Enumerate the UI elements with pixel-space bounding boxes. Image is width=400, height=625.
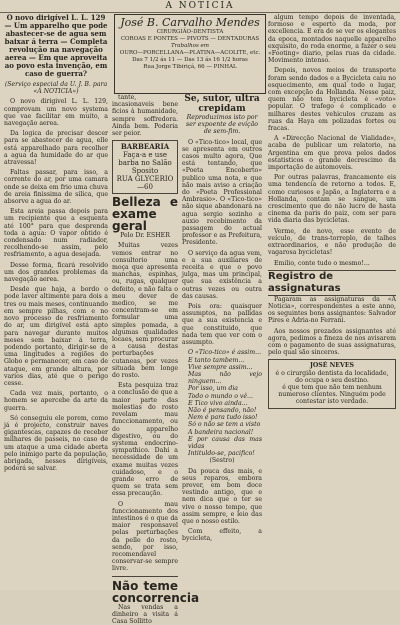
paragraph: Emilio, conte tudo o mesmo!... [274, 259, 370, 267]
ad-hours: Das 7 1/2 ás 11 — Das 13 ás 16 1/2 horas [132, 57, 248, 63]
verse-line: Nem é para tudo isso! [188, 414, 258, 422]
headline-sutor: Se, sutor, ultra crepidam [184, 94, 260, 114]
paragraph: Cada vez mais, portanto, o homem se apercebe da arte da guerra. [4, 390, 108, 412]
paragraph: Nas vendas a dinheiro a visita á Casa Sollitto [112, 603, 178, 625]
paragraph: Depois, novos meios de transporte foram sendo dados e a Bycicleta caiu no esquecimento, em qual todo o lugar, com excepção da Hollanda. Nesse paiz, quem não tem bycicleta é «voto» popular. O trafego é complicado e milhares destes vehiculos cruzam as ruas da Haya em polizadas fortes ou fracas. [268, 67, 396, 133]
ad-sub: Trabalhos em [170, 43, 210, 49]
paragraph: Da logica de precisar descer para se abastecer de agua, elle está apparelhado para recolher a agua da humidade do ar que atravessa! [4, 130, 108, 167]
column-4 [268, 14, 396, 588]
verse-line: Todo o mundo o vê... [188, 392, 253, 400]
column-3 [182, 94, 262, 588]
barb-title: BARBEARIA [120, 142, 170, 152]
jose-neves-box [268, 359, 396, 408]
verse-block [182, 349, 262, 457]
verse-line: Mas não vejo ninguem... [188, 370, 262, 386]
paragraph: Por outras palavras, francamente eis uma tendencia de retorno a todos. E, como curiosos e Japão, a Inglaterra e a Hollanda, contam se sangue, um crescimento que do não lucro de hasta cinema da paris do paiz, com ser para vida diaria das bycicletas. [268, 174, 396, 225]
verse-line: Vive sempre assim... [188, 363, 253, 371]
article-note: (Serviço especial da U. J. B. para «A NOTICIA») [4, 81, 108, 96]
paragraph: Muitas vezes vemos entrar no consultorio uma moça que apresenta manchas, espinhas, ou, rugas, qualquer defeito, e não falta o meu dever de medico, se me concentram-se em formular uma simples pomada, a algumas qualidades locaes, sem procurar a causa destas perturbações cutaneas, por vezes situada bem longe do rosto. [112, 242, 178, 380]
verse-line: E tanto tambem... [188, 356, 245, 364]
verse-line: E Tico vivo ainda... [188, 399, 248, 407]
ad-name: José B. Carvalho Mendes [120, 16, 260, 29]
paragraph: O serviço da agua vem, e a sua auxiliares de receita e que o povo julga, mas um principal, que sua existência a outras vezes ou outra das causas. [182, 249, 262, 300]
paragraph: Só conseguiu ele porem, como já é projecto, construir naves gigantescas, capazes de receber milhares de passeis, no caso de um ataque a uma cidade aberta pelo inimigo parte da população, abrigada, nesses dirigíveis, poderá se salvar. [4, 414, 108, 473]
paragraph: Desse forma, ficará resolvido um dos grandes problemas da navegação aerea. [4, 261, 108, 284]
headline-concorrencia: Não teme concorrencia [112, 578, 200, 605]
paragraph: Faltas passar, para isso, a corrente do ar, por uma camara onde se deixa em frio uma chuva de areia finissima de silica, que absorve a agua do ar. [4, 169, 108, 206]
paragraph: algum tempo depois de inventada, formoso e esperto da moda, por excellencia. E era de se ver os elegantes da epoca, montados naquelle apparelho exquisito, do roda enorme, a fazer o seu «Footing» diario, pelas ruas da cidade. Movimento intenso. [268, 14, 396, 65]
ad-address: Rua Jorge Tibiriçá, 66 — PINHAL [143, 64, 237, 70]
paragraph: Com effeito, a bycicleta, [182, 528, 262, 543]
ad-materials: OURO—PORCELLANA—PLATINA—ACOLITE, etc. [119, 50, 261, 56]
ad-role: CIRURGIÃO-DENTISTA [156, 29, 224, 35]
barb-address: RUA GLYCERIO—60 [116, 175, 174, 192]
masthead-title: A NOTICIA [0, 0, 400, 13]
verse-line: Por isso, um dia [188, 385, 238, 393]
verse-line: Não é pensando, não! [188, 406, 257, 414]
barb-text: Faça-a e use barba no Salão Sposito [118, 151, 172, 176]
verse-line: A bandeira nacional! [188, 428, 254, 436]
paragraph: A «Direcção Nacional de Vialidade», acaba de publicar um relatorio, na Argentina em que prova pelos dados estatisticos o grande decrescimo da importação de automoveis. [268, 135, 396, 172]
dentist-advertisement [114, 14, 266, 94]
section-registro: Registro de assignaturas [268, 270, 396, 296]
byline: Pelo Dr. ESHER [120, 232, 170, 240]
column-1 [4, 14, 108, 588]
box-title: JOSÉ NEVES [309, 362, 354, 370]
paragraph: O «Tico-tico» local, que se apresenta em outros casos multo agora, Que está tentando, que «Poeta Encoberto» publico uma nota, e que não mais aviso a criação do «Poeta Professional Ambrasio». O «Tico-tico» não sique abandonará na agua sergio sozinho e auxio recebimento da passagem do actual professor e as Prefeitura, Presidente. [182, 138, 262, 247]
verse-line: Intituldo-se, pacifico! [188, 450, 255, 458]
verse-line: Só o não se tem a visto [188, 421, 261, 429]
paragraph: Pagaram as assignaturas da «A Noticia», correspondentes a este anno, os seguintes bons assignantes: Salvador Pires e Adria-no Ferrani. [268, 295, 396, 325]
paragraph: Pois ora: quaisquer assumptos, na pallidas que a sua existencia e que constituido, que nada tem que ver com o assumpto. [182, 303, 262, 347]
ad-services: COROAS E PONTES — PIVOTS — DENTADURAS [120, 36, 260, 42]
barbearia-ad [112, 140, 178, 194]
column-2 [112, 94, 200, 625]
box-item: é o cirurgião dentista da localidade, do ocupa o seu destino. [275, 369, 389, 384]
paragraph: Verme, de novo, esse evento de veículo, de trans-torreplo, de talhes extraordinarios, e não produção de vagarosa bycicletas! [268, 227, 396, 257]
box-item: é que tem que não tem nenhum numeroso clientes. Ninguém pode contestar isto verdade. [278, 383, 386, 406]
article-subtitle: Reproduzimos isto por ser expoente de evição de sem-fim. [186, 114, 258, 136]
paragraph: Esta areia passa depois para um recipiente que a esquenta até 100° para que desprenda toda a agua: O vapor obtido é condensado num radiador, recolhendo-se assim, pelo resfriamento, a agua desejada. [4, 208, 108, 259]
paragraph: Desde que haja, a bordo o pode laver altimente para dois a tres ou mais meses, continuando em sempre pilhas, com e no novo processo de resfriamento do ar, um dirigível está apto para navegar durante muitos meses sem baixar á terra, podendo portanto, dirigir-se de uma lingitudes a regiões do Globo e permanecer, em caso de ataque, em grande altura, por varios dias, até que o perigo cesse. [4, 286, 108, 387]
paragraph: O mau funccionamento dos intestinos é o que da maior responsavel pelas perturbações da pelle do rosto, sendo, por isso, recomendavel conservar-se sempre livre. [112, 500, 178, 573]
paragraph: Da pouca das mais, e seus reparos, embora prever, em bom doce vestindo antigo, que e nem dica que o ter se vive o nosso tempo, que assim sempre, e leio das que o nosso estilo. [182, 467, 262, 525]
paragraph: tante, incasionaveis bene ficios à humanidade, sempre soffredora. Ainda bem. Poderia ser peior. [112, 94, 178, 138]
verse-line: E por causa das mas vidas [188, 435, 262, 450]
paragraph: Aos nossos prezados assignantes até agora, pedimos a fineza de nos avisarem com o pagamento de suas assignaturas, pelo qual são sinceros. [268, 327, 396, 357]
paragraph: Esta pesquiza traz a conclusão de que a maior parte das molestias do rosto revelam mau funccionamento, ou do apparelho digestivo, ou do systema endocrino-sympathico. Dahi a necessidade de um exame muitas vezes cuidadoso, e o grande erro de quem se trata sem essa precaução. [112, 382, 178, 498]
paragraph: O novo dirigivel L. L. 129, comprovam um novo systema que vae facilitar em muito, a navegação aerea. [4, 98, 108, 128]
article-headline-dirigivel: O novo dirigível L. L. 129 — Um apparelho que pode abastecer-se de agua sem baixar á terra — Completa revolução na navegação aerea — Em que aproveita ao povo esta invenção, em caso de guerra? [4, 13, 108, 78]
verse-line: O «Tico-tico» é assim... [188, 349, 262, 357]
headline-belleza: Belleza e exame geral [112, 195, 178, 234]
divider [112, 576, 178, 577]
signature: (Sestro) [209, 457, 235, 465]
